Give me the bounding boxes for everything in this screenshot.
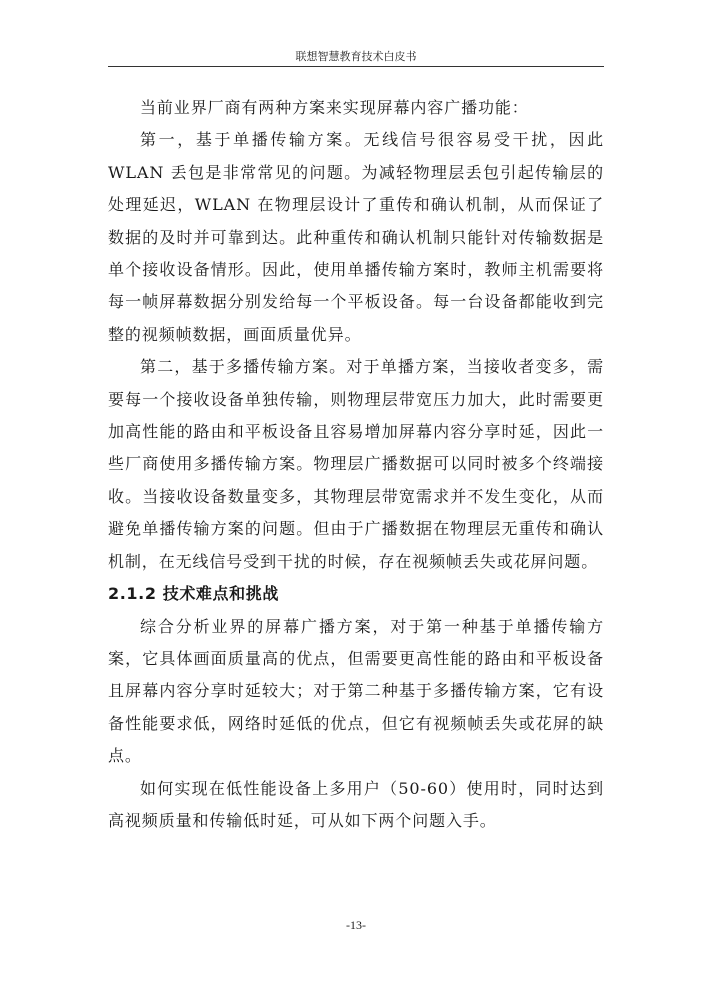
analysis-paragraph: 综合分析业界的屏幕广播方案，对于第一种基于单播传输方案，它具体画面质量高的优点，但需要更高性能的路由和平板设备且屏幕内容分享时延较大；对于第二种基于多播传输方案，它有设备性能要求低，网络时延低的优点，但它有视频帧丢失或花屏的缺点。 [108,616,604,766]
approach-paragraph: 如何实现在低性能设备上多用户（50-60）使用时，同时达到高视频质量和传输低时延，可从如下两个问题入手。 [108,778,604,830]
running-header: 联想智慧教育技术白皮书 [295,50,417,63]
document-body [108,92,604,837]
header-divider [108,66,604,67]
intro-paragraph: 当前业界厂商有两种方案来实现屏幕内容广播功能： [140,98,529,117]
section-heading: 2.1.2 技术难点和挑战 [108,584,279,604]
multicast-paragraph: 第二，基于多播传输方案。对于单播方案，当接收者变多，需要每一个接收设备单独传输，则物理层带宽压力加大，此时需要更加高性能的路由和平板设备且容易增加屏幕内容分享时延，因此一些厂商使用多播传输方案。物理层广播数据可以同时被多个终端接收。当接收设备数量变多，其物理层带宽需求并不发生变化，从而避免单播传输方案的问题。但由于广播数据在物理层无重传和确认机制，在无线信号受到干扰的时候，存在视频帧丢失或花屏问题。 [108,357,604,571]
unicast-paragraph: 第一，基于单播传输方案。无线信号很容易受干扰，因此 WLAN 丢包是非常常见的问题。为减轻物理层丢包引起传输层的处理延迟，WLAN 在物理层设计了重传和确认机制，从而保证了数据的及时并可靠到达。此种重传和确认机制只能针对传输数据是单个接收设备情形。因此，使用单播传输方案时，教师主机需要将每一帧屏幕数据分别发给每一个平板设备。每一台设备都能收到完整的视频帧数据，画面质量优异。 [108,130,604,344]
page-number: -13- [346,918,366,932]
